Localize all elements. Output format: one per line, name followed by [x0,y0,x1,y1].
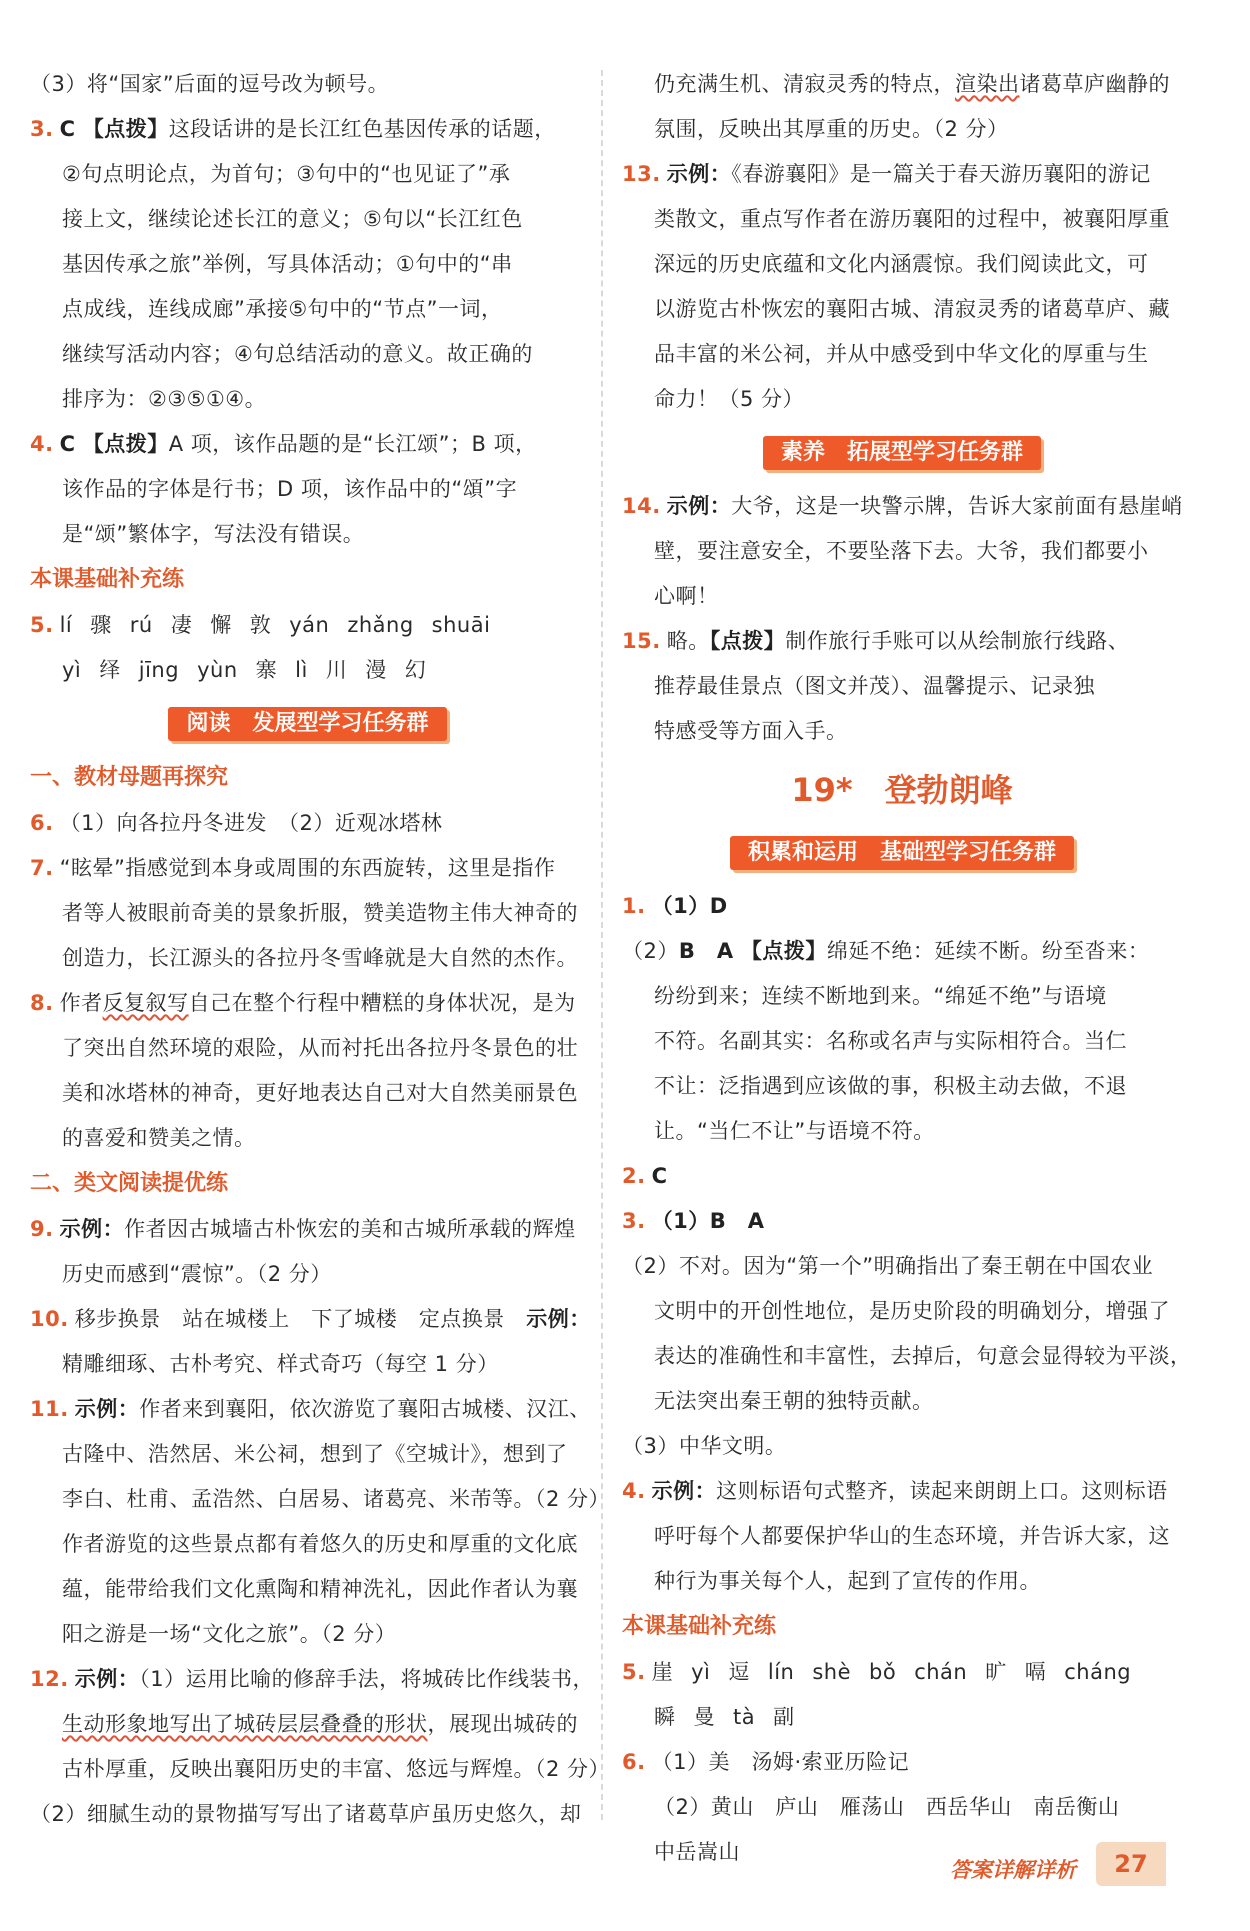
pinyin-item: jīng [138,658,180,682]
question-number: 10. [30,1307,69,1331]
pinyin-item: 嗝 [1024,1660,1047,1684]
answer-text: A 项，该作品题的是“长江颂”；B 项， [168,432,537,456]
hint-tag: 【点拨】 [82,432,169,456]
question-number: 1. [622,894,646,918]
answer-3 [30,107,585,152]
answer-text: 创造力，长江源头的各拉丹冬雪峰就是大自然的杰作。 [62,946,578,970]
answer-7 [30,846,585,891]
pinyin-item: lì [295,658,308,682]
answer-text: 心啊！ [654,584,719,608]
pinyin-item: 懈 [210,613,232,637]
hint-tag: 【点拨】 [709,629,786,653]
question-number: 8. [30,991,54,1015]
answer-text: 李白、杜甫、孟浩然、白居易、诸葛亮、米芾等。（2 分） [62,1487,611,1511]
footer-title: 答案详解详析 [950,1858,1076,1882]
answer-text: 呼吁每个人都要保护华山的生态环境，并告诉大家，这 [654,1524,1170,1548]
answer-11 [30,1387,591,1432]
wavy-underlined-text: 反复叙写 [102,991,189,1015]
answer-text: ，展现出城砖的 [427,1712,578,1736]
section-banner: 素养 拓展型学习任务群 [763,436,1041,470]
pinyin-item: cháng [1064,1660,1132,1684]
answer-text: 《春游襄阳》是一篇关于春天游历襄阳的游记 [731,162,1151,186]
answer-2 [622,1154,1182,1199]
question-number: 3. [622,1209,646,1233]
answer-text: 纷纷到来；连续不断地到来。“绵延不绝”与语境 [654,984,1107,1008]
question-number: 6. [30,811,54,835]
pinyin-item: 逗 [728,1660,750,1684]
pinyin-item: chán [914,1660,968,1684]
column-divider [601,70,603,1820]
answer-text: （2）黄山 庐山 雁荡山 西岳华山 南岳衡山 [654,1795,1120,1819]
answer-12 [30,1657,595,1702]
answer-text: 文明中的开创性地位，是历史阶段的明确划分，增强了 [654,1299,1170,1323]
banner-wrap [622,430,1182,476]
question-number: 5. [30,613,54,637]
answer-text: 命力！（5 分） [654,387,805,411]
answer-10 [30,1297,591,1342]
answer-text: 了突出自然环境的艰险，从而衬托出各拉丹冬景色的壮 [62,1036,578,1060]
answer-text: 者等人被眼前奇美的景象折服，赞美造物主伟大神奇的 [62,901,578,925]
question-number: 7. [30,856,54,880]
question-number: 2. [622,1164,646,1188]
answer-text [30,1702,585,1747]
answer-6 [622,1740,1182,1785]
right-column [622,62,1192,1875]
answer-1-2 [622,929,1182,974]
section-banner: 阅读 发展型学习任务群 [168,707,446,741]
question-number: 4. [622,1479,646,1503]
page-number: 27 [1096,1842,1166,1886]
wavy-underlined-text: 渲染出 [955,72,1020,96]
pinyin-row [60,613,491,637]
question-number: 9. [30,1217,54,1241]
answer-8 [30,981,585,1026]
pinyin-item: yì [691,1660,711,1684]
hint-tag: 【点拨】 [740,939,827,963]
section-heading: 本课基础补充练 [30,567,185,592]
pinyin-item: 旷 [985,1660,1007,1684]
answer-choice: C [59,117,76,141]
answer-text: 不让：泛指遇到应该做的事，积极主动去做，不退 [654,1074,1127,1098]
answer-text: 氛围，反映出其厚重的历史。（2 分） [654,117,1009,141]
answer-5 [30,603,585,648]
question-number: 4. [30,432,54,456]
answer-text: 以游览古朴恢宏的襄阳古城、清寂灵秀的诸葛草庐、藏 [654,297,1170,321]
answer-1 [622,884,1182,929]
section-heading: 一、教材母题再探究 [30,765,229,790]
answer-text: 蕴，能带给我们文化熏陶和精神洗礼，因此作者认为襄 [62,1577,578,1601]
answer-13 [622,152,1182,197]
answer-text: 继续写活动内容；④句总结活动的意义。故正确的 [62,342,533,366]
answer-text: 特感受等方面入手。 [654,719,848,743]
pinyin-item: yùn [197,658,238,682]
pinyin-item: 瞬 [654,1705,676,1729]
answer-text: （2）不对。因为“第一个”明确指出了秦王朝在中国农业 [622,1254,1154,1278]
question-number: 6. [622,1750,646,1774]
pinyin-item: shè [812,1660,852,1684]
answer-text: 作者游览的这些景点都有着悠久的历史和厚重的文化底 [62,1532,578,1556]
answer-text: ②句点明论点，为首句；③句中的“也见证了”承 [62,162,511,186]
left-column [30,62,611,1837]
answer-text: 移步换景 站在城楼上 下了城楼 定点换景 [74,1307,505,1331]
answer-text: 作者 [59,991,103,1015]
wavy-underlined-text: 生动形象地写出了城砖层层叠叠的形状 [62,1712,428,1736]
question-number: 13. [622,162,661,186]
banner-wrap [622,830,1182,876]
example-tag: 示例： [666,162,732,186]
answer-text: （1）D [651,894,728,918]
answer-text: “眩晕”指感觉到本身或周围的东西旋转，这里是指作 [59,856,556,880]
pinyin-item: 副 [773,1705,795,1729]
pinyin-row [622,1695,1182,1740]
question-number: 5. [622,1660,646,1684]
answer-15 [622,619,1182,664]
answer-text: 基因传承之旅”举例，写具体活动；①句中的“串 [62,252,513,276]
pinyin-item: 骤 [90,613,112,637]
banner-wrap [30,701,585,747]
answer-text: 接上文，继续论述长江的意义；⑤句以“长江红色 [62,207,523,231]
pinyin-item: tà [733,1705,756,1729]
answer-text: 的喜爱和赞美之情。 [62,1126,256,1150]
answer-text: 诸葛草庐幽静的 [1019,72,1170,96]
answer-text: 这则标语句式整齐，读起来朗朗上口。这则标语 [716,1479,1168,1503]
pinyin-item: 绎 [99,658,121,682]
answer-3 [622,1199,1182,1244]
section-heading: 本课基础补充练 [622,1614,777,1639]
example-tag: 示例： [74,1667,140,1691]
answer-text: 历史而感到“震惊”。（2 分） [62,1262,332,1286]
pinyin-item: lín [767,1660,795,1684]
answer-choice: C [59,432,76,456]
answer-text: 阳之游是一场“文化之旅”。（2 分） [62,1622,397,1646]
example-tag: 示例： [666,494,732,518]
lesson-title: 19* 登勃朗峰 [791,771,1013,809]
answer-text: （1）美 汤姆·索亚历险记 [651,1750,910,1774]
example-tag: 示例： [59,1217,125,1241]
answer-9 [30,1207,585,1252]
answer-text: 推荐最佳景点（图文并茂）、温馨提示、记录独 [654,674,1095,698]
answer-text: 让。“当仁不让”与语境不符。 [654,1119,935,1143]
section-banner: 积累和运用 基础型学习任务群 [730,836,1074,870]
answer-text: 表达的准确性和丰富性，去掉后，句意会显得较为平淡， [654,1344,1192,1368]
answer-text: 古朴厚重，反映出襄阳历史的丰富、悠远与辉煌。（2 分） [62,1757,611,1781]
answer-text: 制作旅行手账可以从绘制旅行线路、 [785,629,1130,653]
pinyin-item: zhǎng [347,613,414,637]
answer-4 [622,1469,1182,1514]
question-number: 14. [622,494,661,518]
answer-text: 仍充满生机、清寂灵秀的特点， [654,72,955,96]
answer-text: 自己在整个行程中糟糕的身体状况，是为 [188,991,576,1015]
answer-choice: （1）B A [651,1209,765,1233]
answer-text: 精雕细琢、古朴考究、样式奇巧（每空 1 分） [62,1352,499,1376]
pinyin-item: bǒ [869,1660,897,1684]
pinyin-item: rú [129,613,153,637]
answer-5 [622,1650,1182,1695]
answer-text: 中岳嵩山 [654,1840,740,1864]
pinyin-row [30,648,585,693]
answer-text: （1）向各拉丹冬进发 （2）近观冰塔林 [59,811,443,835]
pinyin-item: 漫 [365,658,387,682]
answer-text: 品丰富的米公祠，并从中感受到中华文化的厚重与生 [654,342,1149,366]
answer-text: 壁，要注意安全，不要坠落下去。大爷，我们都要小 [654,539,1149,563]
answer-text: 略。 [666,629,710,653]
answer-text: 这段话讲的是长江红色基因传承的话题， [168,117,556,141]
answer-choice: B A [678,939,734,963]
pinyin-item: 幻 [404,658,427,682]
answer-4 [30,422,585,467]
answer-text: 不符。名副其实：名称或名声与实际相符合。当仁 [654,1029,1127,1053]
question-number: 11. [30,1397,69,1421]
answer-text: 作者因古城墙古朴恢宏的美和古城所承载的辉煌 [124,1217,576,1241]
answer-text: 古隆中、浩然居、米公祠，想到了《空城计》，想到了 [62,1442,568,1466]
pinyin-item: 凄 [170,613,193,637]
pinyin-row [652,1660,1132,1684]
example-tag: 示例： [651,1479,717,1503]
answer-text: 无法突出秦王朝的独特贡献。 [654,1389,934,1413]
answer-6 [30,801,585,846]
answer-text: 该作品的字体是行书；D 项，该作品中的“頌”字 [62,477,518,501]
example-tag: 示例： [526,1307,591,1331]
answer-text: 大爷，这是一块警示牌，告诉大家前面有悬崖峭 [731,494,1183,518]
answer-text: （1）运用比喻的修辞手法，将城砖比作线装书， [139,1667,595,1691]
answer-line: （3）将“国家”后面的逗号改为顿号。 [30,72,390,96]
answer-text: 绵延不绝：延续不断。纷至沓来： [826,939,1150,963]
pinyin-item: 寨 [255,658,278,682]
pinyin-item: yì [62,658,82,682]
answer-text: 深远的历史底蕴和文化内涵震惊。我们阅读此文，可 [654,252,1149,276]
example-tag: 示例： [74,1397,140,1421]
answer-text: （2） [622,939,679,963]
pinyin-item: lí [59,613,73,637]
pinyin-item: 曼 [693,1705,715,1729]
question-number: 12. [30,1667,69,1691]
section-heading: 二、类文阅读提优练 [30,1171,229,1196]
question-number: 3. [30,117,54,141]
pinyin-item: 崖 [651,1660,674,1684]
pinyin-item: 川 [325,658,348,682]
answer-text: 排序为：②③⑤①④。 [62,387,267,411]
answer-text: 美和冰塔林的神奇，更好地表达自己对大自然美丽景色 [62,1081,578,1105]
pinyin-item: shuāi [431,613,491,637]
answer-text: 作者来到襄阳，依次游览了襄阳古城楼、汉江、 [139,1397,591,1421]
answer-text: 是“颂”繁体字，写法没有错误。 [62,522,365,546]
hint-tag: 【点拨】 [82,117,169,141]
answer-text: （3）中华文明。 [622,1434,787,1458]
answer-14 [622,484,1182,529]
answer-text: （2）细腻生动的景物描写写出了诸葛草庐虽历史悠久，却 [30,1802,582,1826]
answer-text [622,62,1182,107]
question-number: 15. [622,629,661,653]
answer-text: 种行为事关每个人，起到了宣传的作用。 [654,1569,1041,1593]
answer-text: 点成线，连线成廊”承接⑤句中的“节点”一词， [62,297,503,321]
pinyin-item: yán [289,613,330,637]
pinyin-item: 敦 [249,613,272,637]
answer-text: 类散文，重点写作者在游历襄阳的过程中，被襄阳厚重 [654,207,1170,231]
answer-choice: C [651,1164,668,1188]
